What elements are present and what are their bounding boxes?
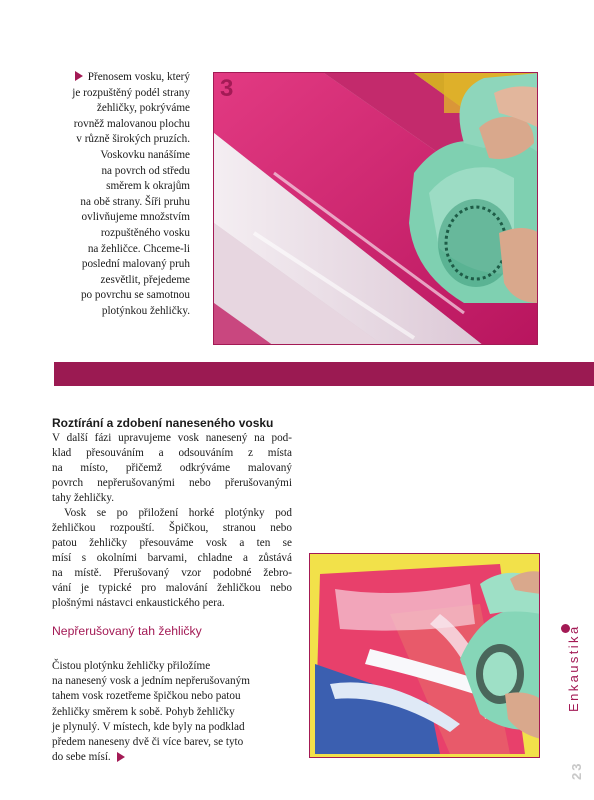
photo-iron-on-colors (309, 553, 540, 758)
paragraph-line: vání je typické pro malování žehličkou nebo (52, 582, 292, 594)
caption-line: rovněž malovanou plochu (73, 117, 190, 130)
paragraph-line: tahy žehličky. (52, 492, 115, 504)
subsection-title: Nepřerušovaný tah žehličky (52, 624, 202, 638)
triangle-continue-icon (117, 752, 125, 762)
paragraph-line: Vosk se po přiložení horké plotýnky pod (64, 507, 292, 519)
section-body (52, 416, 292, 765)
caption-line: ovlivňujeme množstvím (81, 211, 190, 224)
caption-line: plotýnkou žehličky. (101, 304, 190, 317)
paragraph-line (52, 750, 292, 765)
caption-line: na obě strany. Šíři pruhu (80, 195, 190, 208)
caption-text: Přenosem vosku, který (87, 71, 190, 83)
caption-line: Voskovku nanášíme (100, 148, 190, 161)
section-title: Roztírání a zdobení naneseného vosku (52, 416, 274, 430)
paragraph-1 (52, 431, 292, 506)
paragraph-line: klad přesouváním a odsouváním z místa (52, 447, 292, 459)
paragraph-line: patou žehličky přesouváme vosk a ten se (52, 537, 292, 549)
paragraph-3 (52, 659, 292, 765)
caption-line: zesvětlit, přejedeme (100, 273, 190, 286)
paragraph-line: žehličkou rozpouští. Špičkou, stranou nebo (52, 522, 292, 534)
caption-line: směrem k okrajům (106, 180, 190, 193)
paragraph-line: plošnými nástavci enkaustického pera. (52, 597, 225, 609)
paragraph-text: do sebe mísí. (52, 751, 111, 764)
paragraph-line: povrch nepřerušovanými nebo přerušovanými (52, 477, 292, 489)
paragraph-line: tahem vosk rozetřeme špičkou nebo patou (52, 690, 241, 703)
paragraph-line: Čistou plotýnku žehličky přiložíme (52, 660, 211, 672)
caption-line: v různě širokých pruzích. (76, 133, 190, 146)
section-divider-band (54, 362, 594, 386)
page-number: 23 (569, 761, 584, 780)
paragraph-line: na nanesený vosk a jedním nepřerušovaným (52, 675, 250, 688)
intro-caption (40, 70, 190, 320)
paragraph-line: mísí s okolními barvami, chladne a zůstává (52, 552, 292, 564)
caption-line (40, 70, 190, 86)
paragraph-line: na místě. Přerušovaný vzor podobné žebro- (52, 567, 292, 579)
photo-illustration (214, 73, 538, 345)
caption-line: rozpuštěného vosku (100, 226, 190, 239)
photo-illustration (310, 554, 540, 758)
paragraph-line: V další fázi upravujeme vosk nanesený na pod- (52, 432, 292, 444)
caption-line: je rozpuštěný podél strany (72, 86, 190, 99)
caption-line: na povrch od středu (101, 164, 190, 177)
photo-iron-wax-stripes (213, 72, 538, 345)
caption-line: poslední malovaný pruh (81, 258, 190, 271)
chapter-label: Enkaustika (566, 624, 581, 712)
paragraph-line: žehličky směrem k sobě. Pohyb žehličky (52, 705, 235, 718)
paragraph-2 (52, 506, 292, 611)
caption-line: žehličky, pokrýváme (96, 102, 190, 115)
caption-line: po povrchu se samotnou (80, 289, 190, 302)
photo-number: 3 (220, 75, 234, 102)
caption-line: na žehličce. Chceme-li (87, 242, 190, 255)
paragraph-line: předem naneseny dvě či více barev, se tyto (52, 736, 244, 749)
triangle-bullet-icon (75, 71, 83, 81)
paragraph-line: na místo, přičemž odkrýváme malovaný (52, 462, 292, 474)
paragraph-line: je plynulý. V místech, kde byly na podklad (52, 720, 245, 733)
